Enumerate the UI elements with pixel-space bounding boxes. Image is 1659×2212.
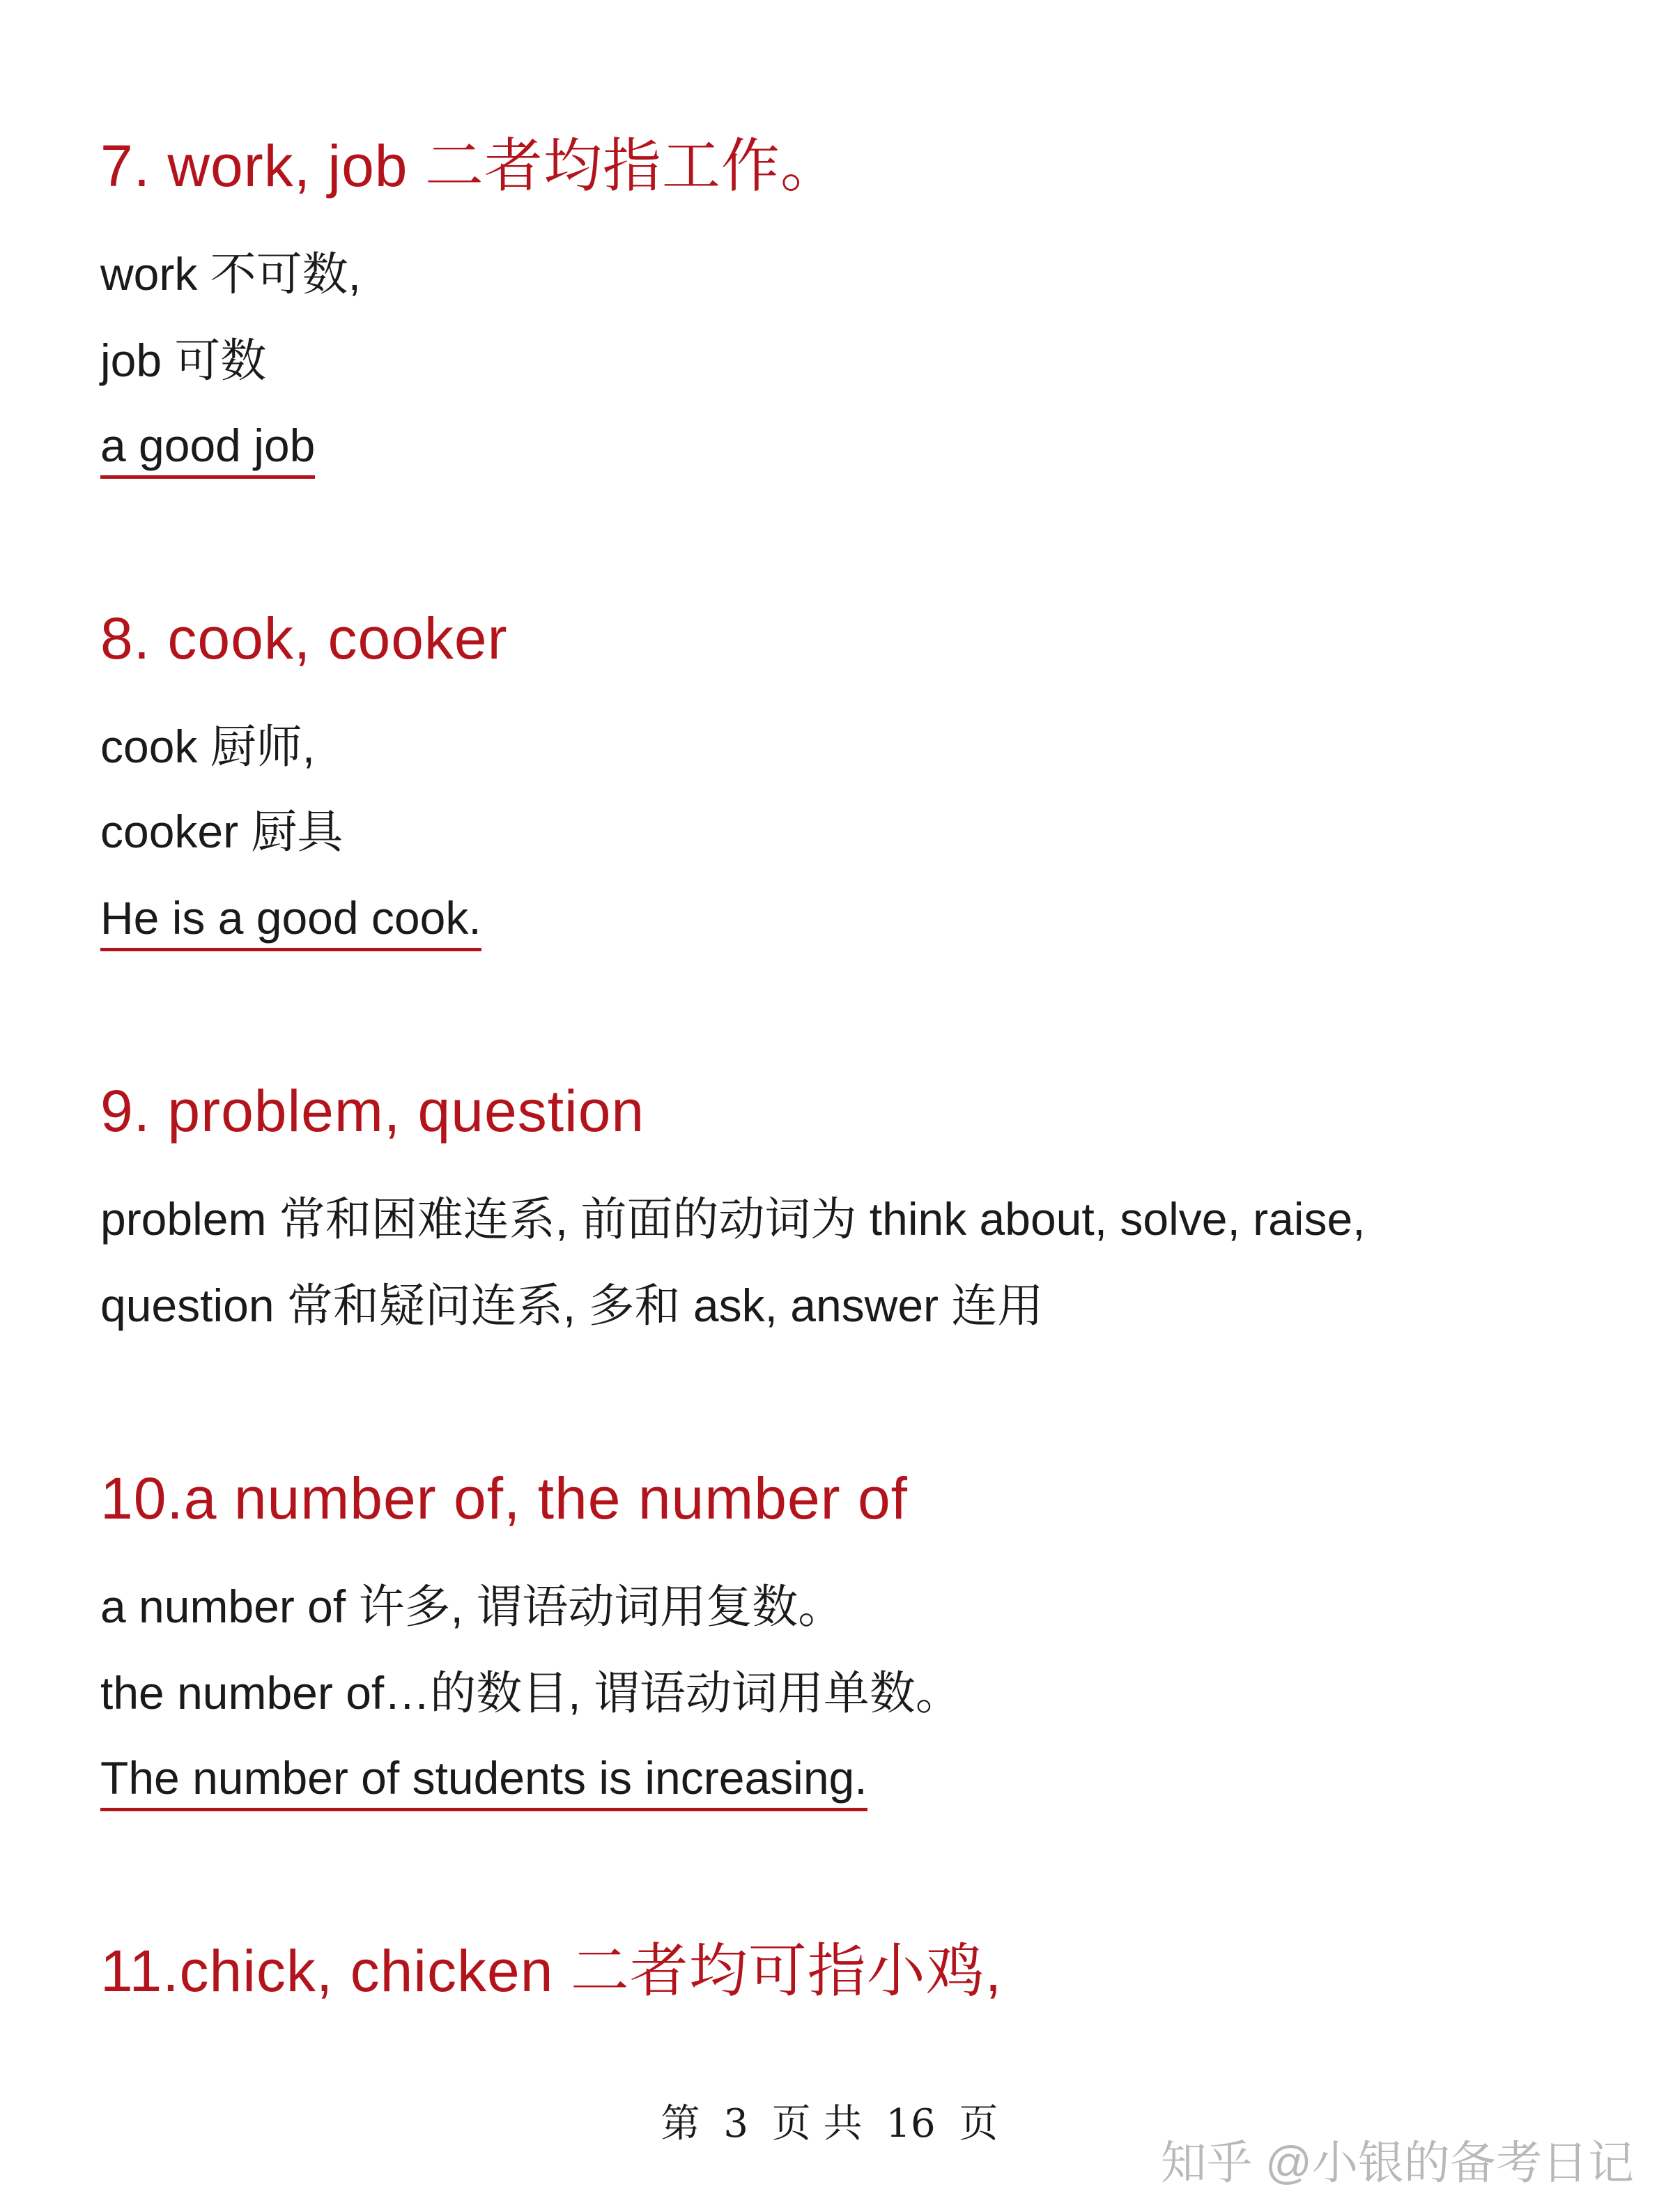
section-8-line-2: cooker 厨具 — [100, 806, 344, 857]
section-7-example — [100, 422, 315, 479]
section-10-line-1: a number of 许多, 谓语动词用复数。 — [100, 1581, 844, 1632]
section-10-heading: 10.a number of, the number of — [100, 1466, 909, 1531]
section-8-example-text: He is a good cook. — [100, 895, 481, 951]
section-7-heading: 7. work, job 二者均指工作。 — [100, 133, 840, 199]
section-9-heading: 9. problem, question — [100, 1078, 645, 1144]
section-8-line-1: cook 厨师, — [100, 721, 316, 772]
section-10-example-text: The number of students is increasing. — [100, 1755, 867, 1811]
section-7-line-2: job 可数 — [100, 335, 267, 386]
section-8-example — [100, 892, 481, 951]
page-indicator-total: 16 — [886, 2101, 936, 2146]
page-indicator-middle: 页 共 — [771, 2101, 863, 2146]
page-indicator-suffix: 页 — [959, 2101, 998, 2146]
watermark: 知乎 @小银的备考日记 — [1160, 2137, 1634, 2188]
page-indicator-prefix: 第 — [661, 2101, 700, 2146]
section-9-line-2: question 常和疑问连系, 多和 ask, answer 连用 — [100, 1280, 1044, 1331]
page-indicator-current: 3 — [723, 2101, 748, 2146]
section-9-line-1: problem 常和困难连系, 前面的动词为 think about, solve, raise, — [100, 1193, 1366, 1245]
section-11-heading: 11.chick, chicken 二者均可指小鸡, — [100, 1938, 1003, 2004]
section-10-line-2: the number of…的数目, 谓语动词用单数。 — [100, 1667, 962, 1719]
section-8-heading: 8. cook, cooker — [100, 606, 508, 671]
section-7-example-text: a good job — [100, 422, 315, 479]
section-7-line-1: work 不可数, — [100, 248, 362, 300]
section-10-example — [100, 1752, 867, 1811]
